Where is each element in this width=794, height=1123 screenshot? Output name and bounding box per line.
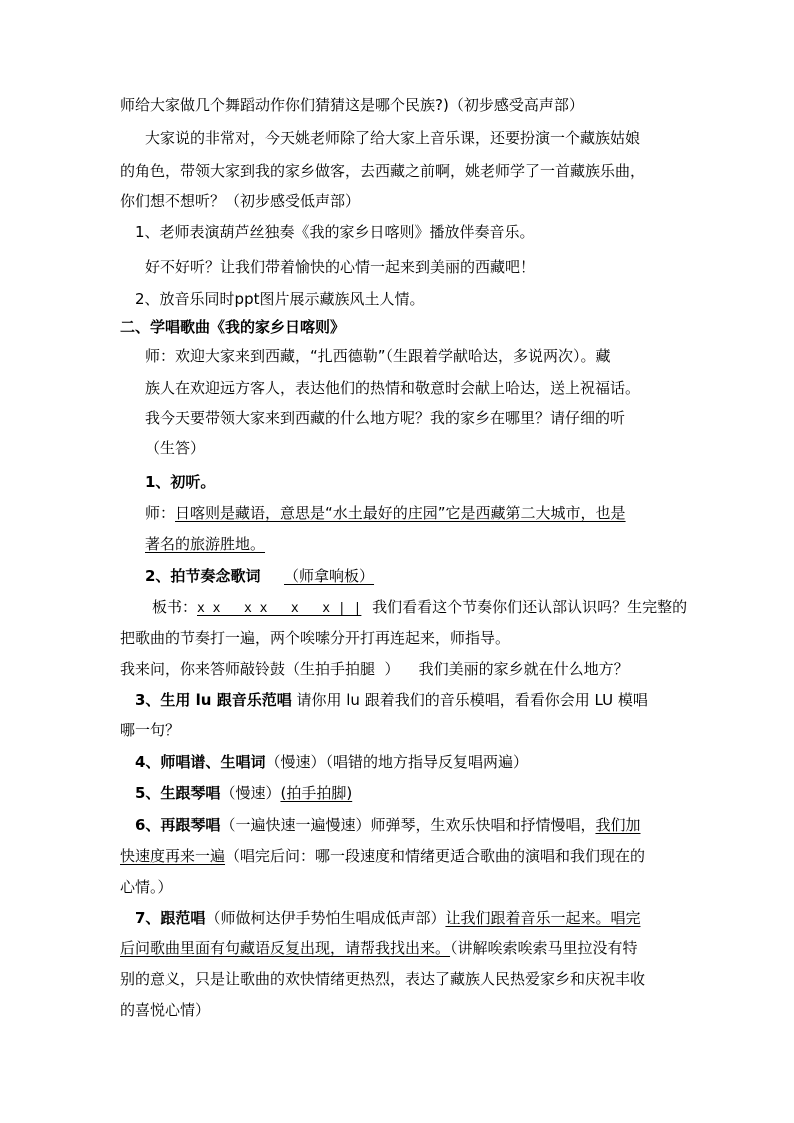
step-heading: 4、师唱谱、生唱词 xyxy=(135,753,266,771)
paragraph-line: 把歌曲的节奏打一遍，两个唉嗦分开打再连起来，师指导。 xyxy=(120,629,511,647)
paragraph-line xyxy=(135,814,640,836)
paragraph-line: 我来问，你来答师敲铃鼓（生拍手拍腿 ） 我们美丽的家乡就在什么地方？ xyxy=(120,660,629,678)
step-heading: 1、初听。 xyxy=(145,473,216,491)
section-heading: 二、学唱歌曲《我的家乡日喀则》 xyxy=(120,318,346,336)
underlined-text: 日喀则是藏语，意思是“水土最好的庄园”它是西藏第二大城市，也是 xyxy=(175,504,626,522)
paragraph-line: 心情。） xyxy=(120,878,173,896)
paragraph-line xyxy=(135,782,352,804)
paragraph-line xyxy=(135,689,648,711)
paragraph-line: 1、老师表演葫芦丝独奏《我的家乡日喀则》播放伴奏音乐。 xyxy=(135,223,535,241)
step-text: （讲解唉索唉索马里拉没有特 xyxy=(450,939,638,957)
step-text: （一遍快速一遍慢速）师弹琴，生欢乐快唱和抒情慢唱， xyxy=(220,816,596,834)
paragraph-line xyxy=(135,751,528,773)
paragraph-line: （生答） xyxy=(145,439,206,457)
paragraph-line: 师：欢迎大家来到西藏，“扎西德勒”（生跟着学献哈达，多说两次）。藏 xyxy=(145,347,611,365)
step-heading: 7、跟范唱 xyxy=(135,909,206,927)
step-text: （唱完后问：哪一段速度和情绪更适合歌曲的演唱和我们现在的 xyxy=(225,847,646,865)
paragraph-line: 的喜悦心情） xyxy=(120,1001,211,1019)
underlined-text: 著名的旅游胜地。 xyxy=(145,535,266,553)
underlined-text: 让我们跟着音乐一起来。唱完 xyxy=(445,909,641,927)
paragraph-line: 师给大家做几个舞蹈动作你们猜猜这是哪个民族?)（初步感受高声部） xyxy=(120,96,584,114)
paragraph-line xyxy=(120,845,645,867)
underlined-text: 我们加 xyxy=(595,816,641,834)
paragraph-line: 族人在欢迎远方客人，表达他们的热情和敬意时会献上哈达，送上祝福话。 xyxy=(145,379,641,397)
underlined-text: (拍手拍脚) xyxy=(280,784,353,802)
step-text: 请你用 lu 跟着我们的音乐模唱，看看你会用 LU 模唱 xyxy=(296,691,648,709)
step-text: （慢速） xyxy=(220,784,281,802)
paragraph-line: 别的意义，只是让歌曲的欢快情绪更热烈，表达了藏族人民热爱家乡和庆祝丰收 xyxy=(120,970,646,988)
paragraph-line: 好不好听？让我们带着愉快的心情一起来到美丽的西藏吧！ xyxy=(145,258,536,276)
step-text: （师做柯达伊手势怕生唱成低声部） xyxy=(205,909,446,927)
underlined-text: 后问歌曲里面有句藏语反复出现，请帮我找出来。 xyxy=(120,939,451,957)
paragraph-line: 大家说的非常对，今天姚老师除了给大家上音乐课，还要扮演一个藏族姑娘 xyxy=(145,129,641,147)
paragraph-line xyxy=(145,502,626,524)
speaker-label: 师： xyxy=(145,504,176,522)
rhythm-notation: x x x x x x | | xyxy=(197,601,362,616)
step-heading: 3、生用 lu 跟音乐范唱 xyxy=(135,691,292,709)
paragraph-line xyxy=(145,565,374,587)
paragraph-line: 2、放音乐同时ppt图片展示藏族风土人情。 xyxy=(135,290,425,308)
board-text: 我们看看这个节奏你们还认部认识吗？生完整的 xyxy=(372,598,688,616)
paragraph-line: 我今天要带领大家来到西藏的什么地方呢？我的家乡在哪里？请仔细的听 xyxy=(145,409,626,427)
underlined-text: （师拿响板） xyxy=(284,567,375,585)
paragraph-line xyxy=(135,907,640,929)
paragraph-line: 哪一句？ xyxy=(120,721,181,739)
paragraph-line: 你们想不想听？（初步感受低声部） xyxy=(120,192,361,210)
step-heading: 2、拍节奏念歌词 xyxy=(145,567,261,585)
underlined-text: 快速度再来一遍 xyxy=(120,847,226,865)
step-heading: 6、再跟琴唱 xyxy=(135,816,221,834)
paragraph-line xyxy=(152,596,687,620)
step-text: （慢速）（唱错的地方指导反复唱两遍） xyxy=(265,753,528,771)
board-label: 板书： xyxy=(152,598,198,616)
step-heading: 5、生跟琴唱 xyxy=(135,784,221,802)
paragraph-line xyxy=(120,937,638,959)
paragraph-line: 的角色，带领大家到我的家乡做客，去西藏之前啊，姚老师学了一首藏族乐曲， xyxy=(120,162,646,180)
